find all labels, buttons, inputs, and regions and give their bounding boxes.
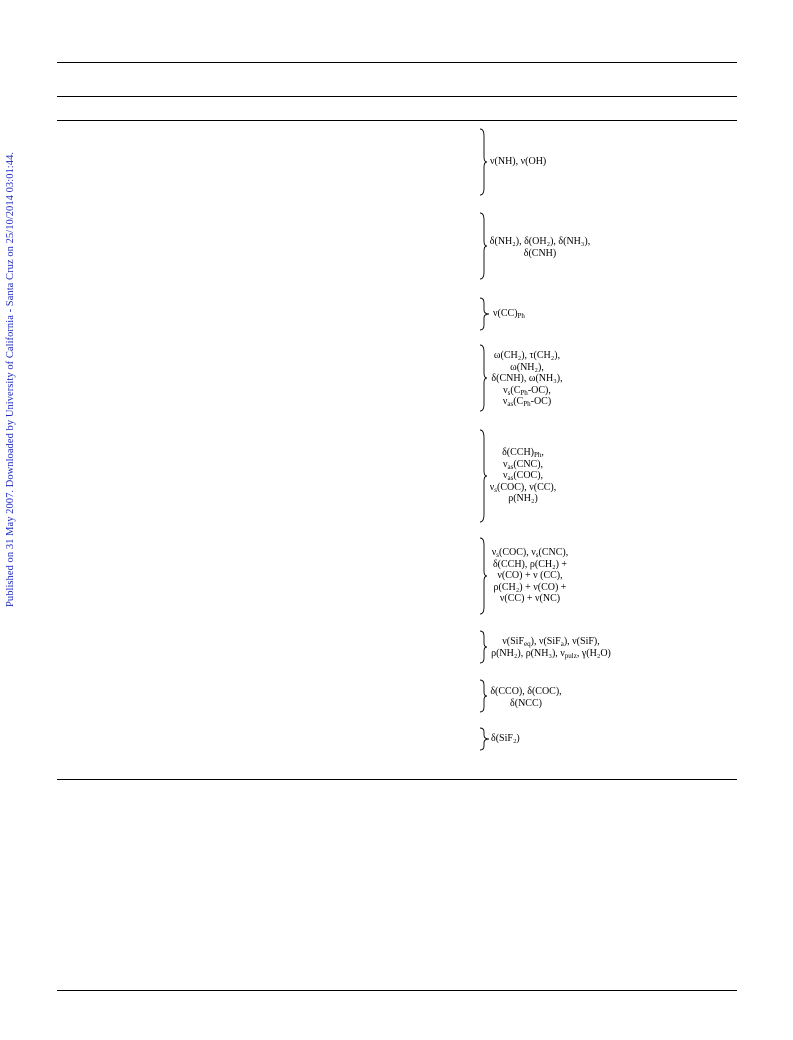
assignment-line: δ(CNH), ω(NH₃), (491, 373, 563, 384)
assignment-line: δ(CNH) (523, 247, 557, 259)
assignment-line: ρ(NH₂), ρ(NH₃), $\nu_{pulz}$, γ(H₂O) (491, 647, 611, 660)
table-body-rule (57, 120, 737, 121)
assignment-line: ν(CC) + ν(NC) (499, 593, 561, 604)
assignment-line: $\nu_{as}(COC)$, (502, 470, 544, 482)
assignment-line: ω(NH₂), (510, 361, 544, 373)
table-bottom-rule (57, 779, 737, 780)
assignment-2 (487, 236, 593, 259)
assignment-5 (488, 447, 558, 505)
assignment-line: $\nu_s(COC)$, $\nu_s(CNC)$, (491, 547, 569, 559)
assignment-6 (488, 547, 572, 605)
assignment-3 (493, 308, 525, 320)
assignment-9 (491, 733, 520, 745)
assignment-line: ω(CH₂), τ(CH₂), (493, 350, 561, 361)
table-header-rule (57, 96, 737, 97)
brace-group-6 (478, 537, 488, 615)
assignment-line: $\nu_s(C_{Ph}-OC)$, (503, 384, 551, 397)
assignment-line: ρ(CH₂) + ν(CO) + (493, 581, 567, 593)
assignment-line: δ(CCO), δ(COC), (490, 686, 562, 697)
table-top-rule (57, 62, 737, 63)
brace-group-5 (478, 429, 488, 523)
brace-group-1 (478, 128, 488, 196)
brace-group-3 (478, 297, 490, 331)
assignment-7 (487, 636, 615, 659)
assignment-8 (488, 686, 564, 709)
assignment-line: δ(NH₂), δ(OH₂), δ(NH₃), (489, 236, 591, 247)
assignment-line: $\nu_{as}(C_{Ph}-OC)$ (502, 396, 552, 408)
brace-group-9 (478, 727, 490, 751)
assignment-line: δ(SiF₂) (491, 733, 520, 744)
page-footer-rule (57, 990, 737, 991)
download-watermark: Published on 31 May 2007. Downloaded by University of California - Santa Cruz on 25/10/2014 03:01:44. (5, 151, 16, 607)
assignment-line: ν(SiF$_{eq}$), ν(SiF$_a$), ν(SiF), (502, 636, 600, 648)
assignment-line: ν(CO) + ν (CC), (497, 570, 563, 581)
brace-group-8 (478, 679, 488, 713)
assignment-line: $\nu_{as}(CNC)$, (502, 458, 544, 471)
assignment-line: ρ(NH₂) (508, 493, 538, 504)
assignment-line: $\nu_s(COC)$, ν(CC), (489, 481, 557, 494)
assignment-line: δ(CCH), ρ(CH₂) + (492, 558, 568, 570)
assignment-line: ν(NH), ν(OH) (490, 156, 547, 167)
assignment-4 (486, 350, 568, 408)
assignment-1 (490, 156, 546, 168)
assignment-line: δ(NCC) (510, 697, 542, 709)
assignment-line: $\nu(CC)_{Ph}$ (493, 308, 525, 320)
assignment-line: $\delta(CCH)_{Ph}$, (502, 447, 544, 459)
